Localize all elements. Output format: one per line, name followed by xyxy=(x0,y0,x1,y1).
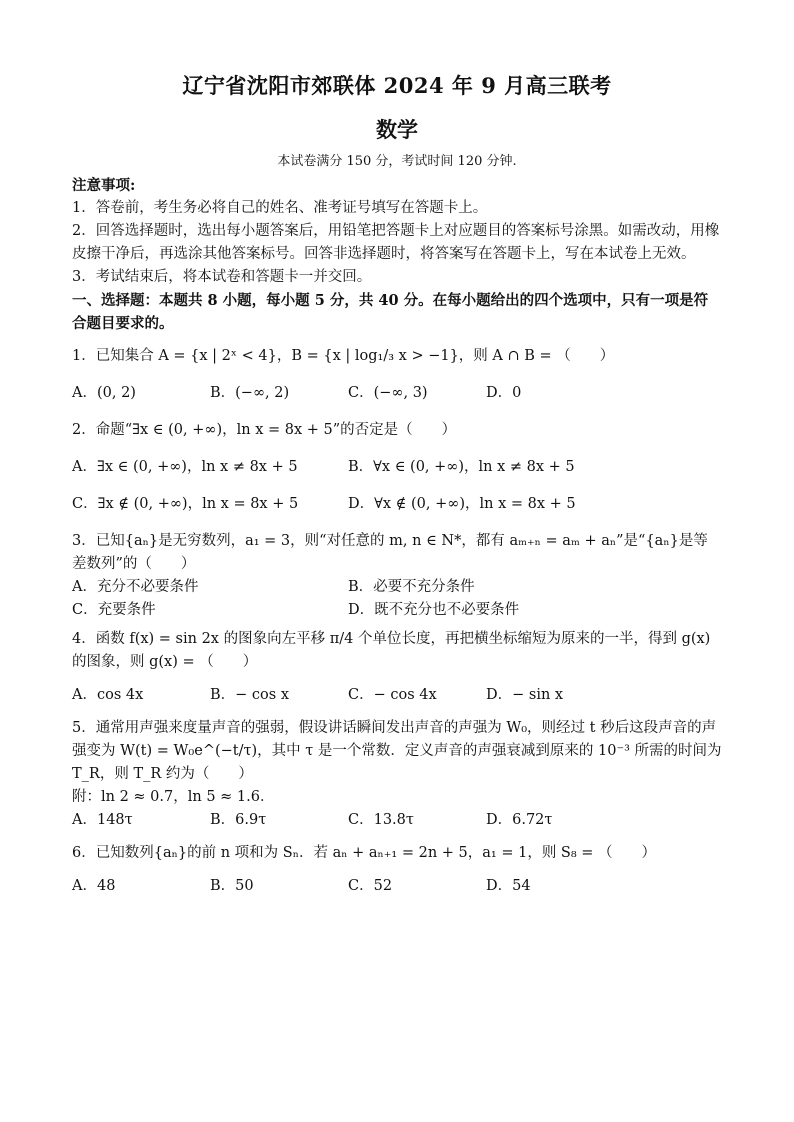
option-c: C．∃x ∉ (0, +∞)，ln x = 8x + 5 xyxy=(72,496,299,512)
option-a: A．148τ xyxy=(72,812,133,828)
question-6-options xyxy=(72,875,722,898)
question-2-stem: 2．命题“∃x ∈ (0, +∞)，ln x = 8x + 5”的否定是（ ） xyxy=(72,422,457,438)
option-d: D．既不充分也不必要条件 xyxy=(348,602,520,618)
option-a: A．(0, 2) xyxy=(72,385,136,401)
question-3-stem: 3．已知{aₙ}是无穷数列，a₁ = 3，则“对任意的 m, n ∈ N*，都有 aₘ₊ₙ = aₘ + aₙ”是“{aₙ}是等差数列”的（ ） xyxy=(72,533,708,572)
question-6-stem: 6．已知数列{aₙ}的前 n 项和为 Sₙ．若 aₙ + aₙ₊₁ = 2n + 5，a₁ = 1，则 S₈ = （ ） xyxy=(72,845,657,861)
option-a: A．充分不必要条件 xyxy=(72,579,199,595)
option-b: B．∀x ∈ (0, +∞)，ln x ≠ 8x + 5 xyxy=(348,459,575,475)
option-c: C．(−∞, 3) xyxy=(348,385,428,401)
option-a: A．48 xyxy=(72,878,116,894)
option-b: B．必要不充分条件 xyxy=(348,579,475,595)
exam-content xyxy=(72,174,722,898)
option-a: A．cos 4x xyxy=(72,687,144,703)
question-4-stem: 4．函数 f(x) = sin 2x 的图象向左平移 π/4 个单位长度，再把横坐标缩短为原来的一半，得到 g(x) 的图象，则 g(x) = （ ） xyxy=(72,631,711,670)
option-c: C．52 xyxy=(348,878,393,894)
option-d: D．6.72τ xyxy=(486,812,553,828)
subject-title: 数学 xyxy=(376,117,418,142)
question-5-stem: 5．通常用声强来度量声音的强弱，假设讲话瞬间发出声音的声强为 W₀，则经过 t 秒后这段声音的声强变为 W(t) = W₀e^(−t/τ)，其中 τ 是一个常数．定义声音的声强衰减到原来的 10⁻³ 所需的时间为 T_R，则 T_R 约为（ ） xyxy=(72,720,722,782)
option-b: B．50 xyxy=(210,878,254,894)
option-a: A．∃x ∈ (0, +∞)，ln x ≠ 8x + 5 xyxy=(72,459,298,475)
option-d: D．0 xyxy=(486,385,522,401)
option-c: C．充要条件 xyxy=(72,602,156,618)
question-5-options xyxy=(72,809,722,832)
option-b: B．− cos x xyxy=(210,687,289,703)
exam-title: 辽宁省沈阳市郊联体 2024 年 9 月高三联考 xyxy=(182,73,612,98)
note-item: 3．考试结束后，将本试卷和答题卡一并交回。 xyxy=(72,269,372,285)
question-1-options xyxy=(72,382,722,405)
question-2-options-row-2 xyxy=(72,493,722,516)
option-d: D．− sin x xyxy=(486,687,564,703)
option-c: C．13.8τ xyxy=(348,812,414,828)
section-heading: 一、选择题：本题共 8 小题，每小题 5 分，共 40 分。在每小题给出的四个选项中，只有一项是符合题目要求的。 xyxy=(72,292,709,332)
note-item: 2．回答选择题时，选出每小题答案后，用铅笔把答题卡上对应题目的答案标号涂黑。如需改动，用橡皮擦干净后，再选涂其他答案标号。回答非选择题时，将答案写在答题卡上，写在本试卷上无效。 xyxy=(72,223,720,262)
question-1-stem: 1．已知集合 A = {x | 2ˣ < 4}，B = {x | log₁/₃ x > −1}，则 A ∩ B = （ ） xyxy=(72,348,615,364)
option-d: D．∀x ∉ (0, +∞)，ln x = 8x + 5 xyxy=(348,496,576,512)
question-3-options-row-1 xyxy=(72,576,722,599)
option-c: C．− cos 4x xyxy=(348,687,437,703)
question-3-options-row-2 xyxy=(72,599,722,622)
option-b: B．6.9τ xyxy=(210,812,267,828)
option-b: B．(−∞, 2) xyxy=(210,385,290,401)
question-5-note: 附：ln 2 ≈ 0.7，ln 5 ≈ 1.6． xyxy=(72,789,275,805)
note-item: 1．答卷前，考生务必将自己的姓名、准考证号填写在答题卡上。 xyxy=(72,200,488,216)
option-d: D．54 xyxy=(486,878,531,894)
question-2-options-row-1 xyxy=(72,456,722,479)
exam-info: 本试卷满分 150 分，考试时间 120 分钟. xyxy=(277,154,517,169)
question-4-options xyxy=(72,684,722,707)
notes-heading: 注意事项: xyxy=(72,177,136,194)
